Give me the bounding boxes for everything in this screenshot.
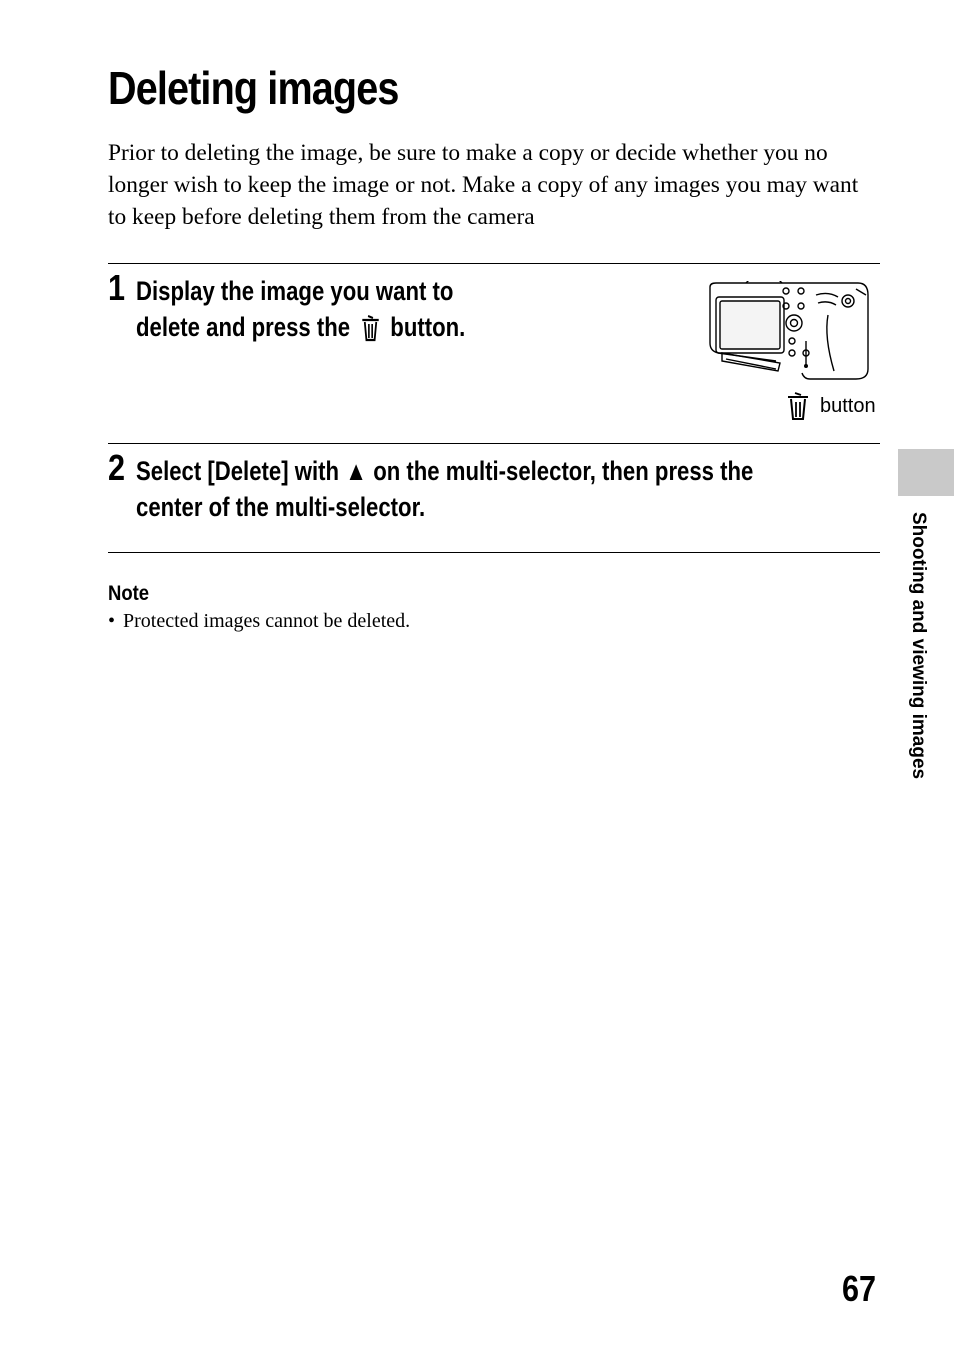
- page-number: 67: [842, 1268, 877, 1309]
- note-item: • Protected images cannot be deleted.: [108, 608, 410, 634]
- step-1-text: [136, 273, 465, 345]
- note-heading: Note: [108, 582, 150, 605]
- step-1-line-2-start: delete and press the: [136, 312, 351, 342]
- section-side-label: Shooting and viewing images: [908, 512, 929, 780]
- step-1-line-1: Display the image you want to: [136, 276, 454, 306]
- trash-icon: [786, 391, 810, 421]
- callout-label: button: [820, 394, 876, 417]
- step-1-top-rule: [108, 263, 880, 264]
- step-2-top-rule: [108, 443, 880, 444]
- step-1-line-2-end: button.: [390, 312, 466, 342]
- step-1-number: 1: [108, 267, 126, 308]
- camera-back-illustration: [706, 281, 872, 383]
- step-2-text: [136, 453, 753, 525]
- trash-button-callout: [786, 390, 876, 422]
- trash-icon: [360, 314, 381, 342]
- note-list: [108, 608, 410, 634]
- steps-bottom-rule: [108, 552, 880, 553]
- step-2-line-2: center of the multi-selector.: [136, 492, 426, 522]
- intro-paragraph: Prior to deleting the image, be sure to make a copy or decide whether you no longer wish to keep the image or not. Make a copy of any images you may want to keep before deleting them from the camera: [108, 140, 859, 230]
- page-title: Deleting images: [108, 62, 399, 114]
- step-2-number: 2: [108, 447, 126, 488]
- section-tab-marker: [898, 449, 954, 496]
- step-2-line-1: Select [Delete] with ▲ on the multi-selector, then press the: [136, 456, 754, 486]
